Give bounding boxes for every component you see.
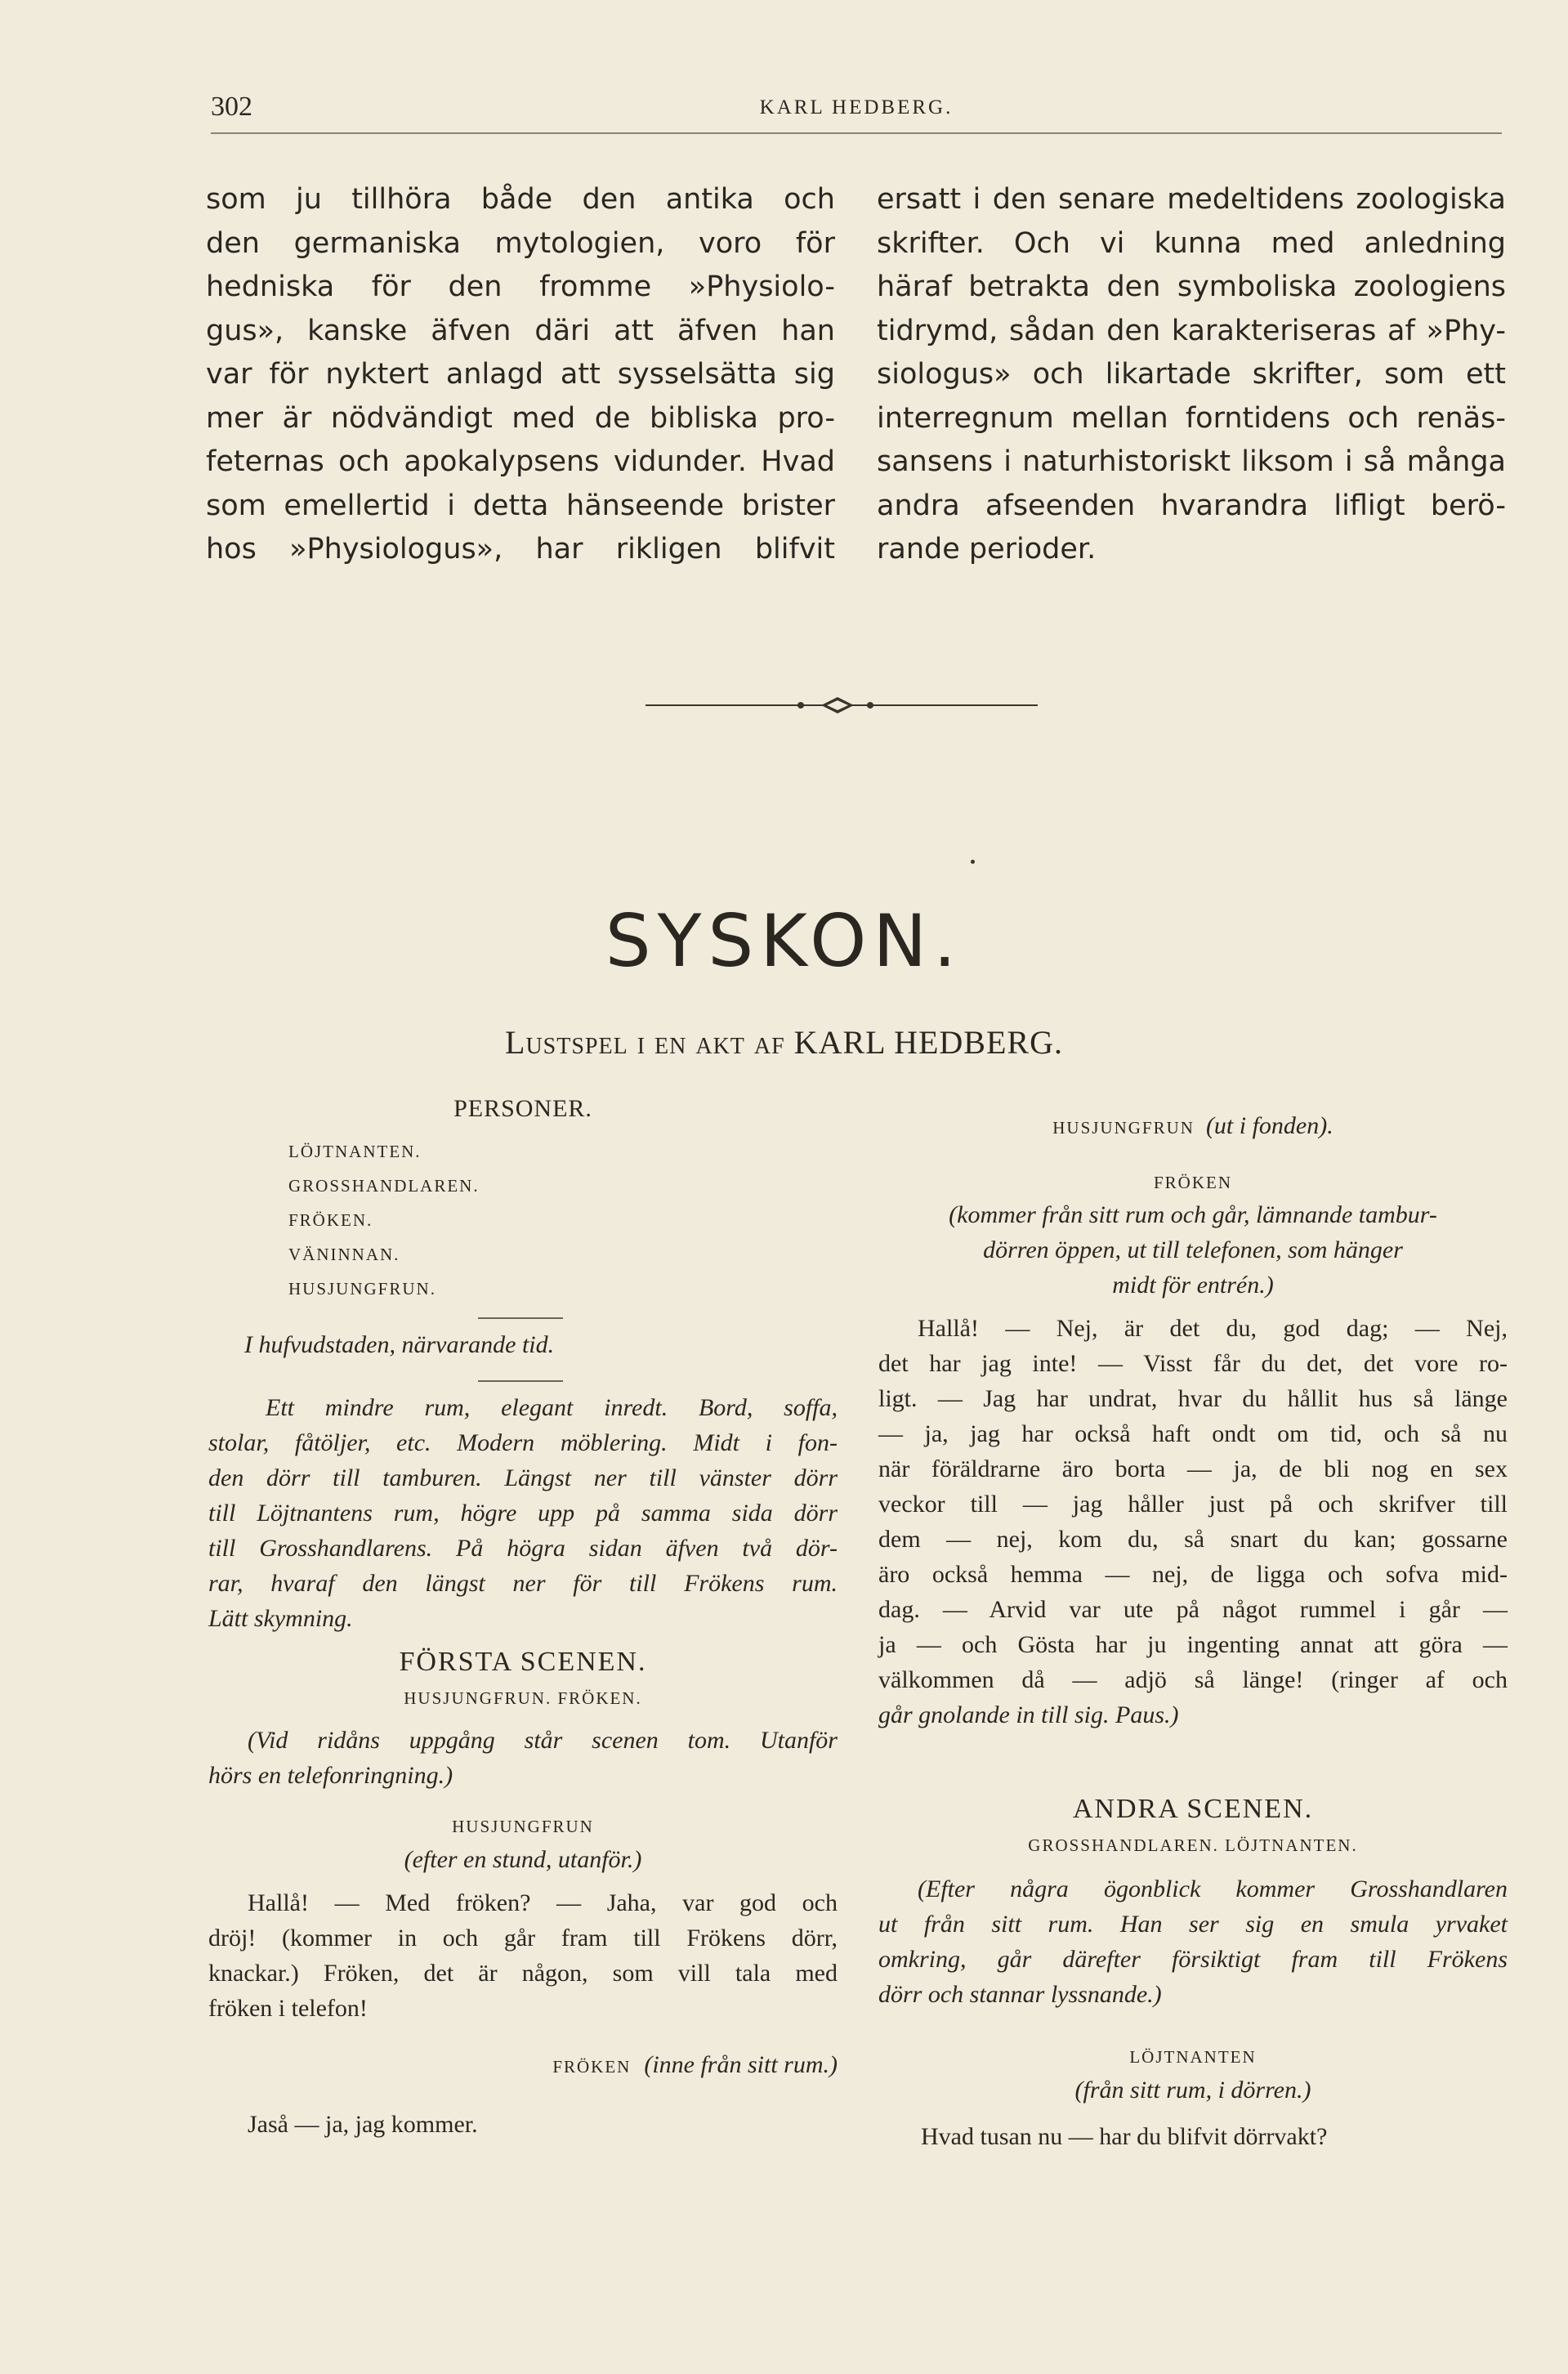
setting-time: I hufvudstaden, närvarande tid. <box>244 1331 555 1358</box>
speaker-direction: (från sitt rum, i dörren.) <box>1074 2077 1311 2104</box>
speaker-line <box>878 1108 1508 1147</box>
persons-list <box>288 1134 838 1306</box>
scene1-characters: HUSJUNGFRUN. FRÖKEN. <box>404 1688 642 1708</box>
play-subtitle: Lustspel i en akt af KARL HEDBERG. <box>505 1024 1063 1061</box>
article-left-column <box>206 178 835 572</box>
direction-line: (Efter några ögonblick kommer Grosshandlaren <box>918 1876 1508 1902</box>
person-item: LÖJTNANTEN. <box>288 1142 422 1161</box>
speech <box>208 1885 838 2026</box>
article-line: siologus» och likartade skrifter, som ett <box>877 358 1506 391</box>
scene2-direction <box>878 1871 1508 2012</box>
speaker-name: FRÖKEN <box>552 2057 632 2077</box>
article-line: hedniska för den fromme »Physiolo- <box>206 270 835 303</box>
speech-line: äro också hemma — nej, de ligga och sofva mid- <box>878 1561 1508 1588</box>
divider-rule <box>478 1380 563 1382</box>
article-line: häraf betrakta den symboliska zoologiens <box>877 270 1506 303</box>
article-line: sansens i naturhistoriskt liksom i så många <box>877 445 1506 478</box>
direction-line: omkring, går därefter försiktigt fram till Frökens <box>878 1946 1508 1973</box>
speech-line: veckor till — jag håller just på och skrifver till <box>878 1491 1508 1518</box>
scene1-heading: FÖRSTA SCENEN. <box>399 1647 647 1677</box>
speech-line: dag. — Arvid var ute på något rummel i går — <box>878 1596 1508 1623</box>
article-right-column <box>877 178 1506 572</box>
speech-line: det har jag inte! — Visst får du det, det vore ro- <box>878 1350 1508 1377</box>
speech-line: fröken i telefon! <box>208 1995 368 2022</box>
speech <box>878 1311 1508 1732</box>
speaker-name: LÖJTNANTEN <box>1129 2047 1257 2067</box>
person-item: GROSSHANDLAREN. <box>288 1176 480 1196</box>
article-line: som emellertid i detta hänseende brister <box>206 489 835 522</box>
speech-line: går gnolande in till sig. Paus.) <box>878 1701 1179 1728</box>
stage-description <box>208 1390 838 1636</box>
speaker-direction: (ut i fonden). <box>1205 1112 1333 1139</box>
stage-line: till Grosshandlarens. På högra sidan äfven två dör- <box>208 1535 838 1562</box>
scene2-heading: ANDRA SCENEN. <box>1072 1794 1314 1824</box>
speech-line: dem — nej, kom du, så snart du kan; gossarne <box>878 1526 1508 1553</box>
speaker-name: HUSJUNGFRUN <box>452 1817 594 1836</box>
article-line: var för nyktert anlagd att sysselsätta sig <box>206 358 835 391</box>
speech-line: knackar.) Fröken, det är någon, som vill tala med <box>208 1960 838 1987</box>
stage-line: Ett mindre rum, elegant inredt. Bord, soffa, <box>266 1394 838 1421</box>
speech-line: — ja, jag har också haft ondt om tid, och så nu <box>878 1420 1508 1447</box>
speaker-direction: (efter en stund, utanför.) <box>404 1846 642 1873</box>
direction-line: dörren öppen, ut till telefonen, som hänger <box>983 1236 1403 1263</box>
speech: Hvad tusan nu — har du blifvit dörrvakt? <box>921 2123 1328 2150</box>
person-item: FRÖKEN. <box>288 1210 373 1230</box>
article-line: hos »Physiologus», har rikligen blifvit <box>206 533 835 566</box>
stage-line: stolar, fåtöljer, etc. Modern möblering. Midt i fon- <box>208 1429 838 1456</box>
article-line: ersatt i den senare medeltidens zoologiska <box>877 183 1506 216</box>
decorative-dot <box>971 860 975 864</box>
direction-line: (kommer från sitt rum och går, lämnande tambur- <box>949 1201 1437 1228</box>
stage-line: Lätt skymning. <box>208 1605 353 1632</box>
speaker-direction: (inne från sitt rum.) <box>644 2051 838 2078</box>
article-line: interregnum mellan forntidens och renäs- <box>877 401 1506 435</box>
direction-line: midt för entrén.) <box>1112 1272 1274 1299</box>
speech-line: när föräldrarne äro borta — ja, de bli nog en sex <box>878 1455 1508 1482</box>
article-line: feternas och apokalypsens vidunder. Hvad <box>206 445 835 478</box>
divider-rule <box>478 1317 563 1319</box>
direction-line: ut från sitt rum. Han ser sig en smula yrvaket <box>878 1911 1508 1938</box>
direction-line: hörs en telefonringning.) <box>208 1762 453 1789</box>
direction-line: (Vid ridåns uppgång står scenen tom. Utanför <box>248 1727 838 1754</box>
play-right-column <box>878 1108 1508 2154</box>
play-left-column <box>208 1095 838 2142</box>
speech-line: ja — och Gösta har ju ingenting annat att göra — <box>878 1631 1508 1658</box>
page-number: 302 <box>211 92 252 122</box>
speech-line: dröj! (kommer in och går fram till Frökens dörr, <box>208 1925 838 1952</box>
article-line: som ju tillhöra både den antika och <box>206 183 835 216</box>
article-line: andra afseenden hvarandra lifligt berö- <box>877 489 1506 522</box>
personer-heading: PERSONER. <box>453 1095 592 1122</box>
speech-line: ligt. — Jag har undrat, hvar du hållit hus så länge <box>878 1385 1508 1412</box>
stage-line: till Löjtnantens rum, högre upp på samma sida dörr <box>208 1500 838 1527</box>
article-line: gus», kanske äfven däri att äfven han <box>206 314 835 347</box>
stage-line: den dörr till tamburen. Längst ner till vänster dörr <box>208 1464 838 1491</box>
article-line: rande perioder. <box>877 533 1097 566</box>
speech-line: Hallå! — Nej, är det du, god dag; — Nej, <box>918 1315 1508 1342</box>
article-line: den germaniska mytologien, voro för <box>206 226 835 260</box>
direction-line: dörr och stannar lyssnande.) <box>878 1981 1162 2008</box>
article-line: mer är nödvändigt med de bibliska pro- <box>206 401 835 435</box>
stage-line: rar, hvaraf den längst ner för till Frökens rum. <box>208 1570 838 1597</box>
person-item: VÄNINNAN. <box>288 1245 400 1264</box>
article-line: tidrymd, sådan den karakteriseras af »Phy- <box>877 314 1506 347</box>
speech-line: Hallå! — Med fröken? — Jaha, var god och <box>248 1889 838 1916</box>
article-line: skrifter. Och vi kunna med anledning <box>877 226 1506 260</box>
speaker-name: HUSJUNGFRUN <box>1052 1118 1195 1138</box>
scene2-characters: GROSSHANDLAREN. LÖJTNANTEN. <box>1028 1835 1358 1855</box>
scene1-direction <box>208 1723 838 1793</box>
speech-line: välkommen då — adjö så länge! (ringer af och <box>878 1666 1508 1693</box>
speaker-direction <box>878 1197 1508 1303</box>
person-item: HUSJUNGFRUN. <box>288 1279 436 1299</box>
speaker-line <box>208 2047 838 2086</box>
running-head: KARL HEDBERG. <box>759 96 954 118</box>
page-header <box>211 92 1502 134</box>
ornament-divider <box>646 693 1038 718</box>
speech: Jaså — ja, jag kommer. <box>248 2111 478 2138</box>
speaker-name: FRÖKEN <box>1153 1173 1232 1192</box>
play-title: SYSKON. <box>605 899 963 983</box>
